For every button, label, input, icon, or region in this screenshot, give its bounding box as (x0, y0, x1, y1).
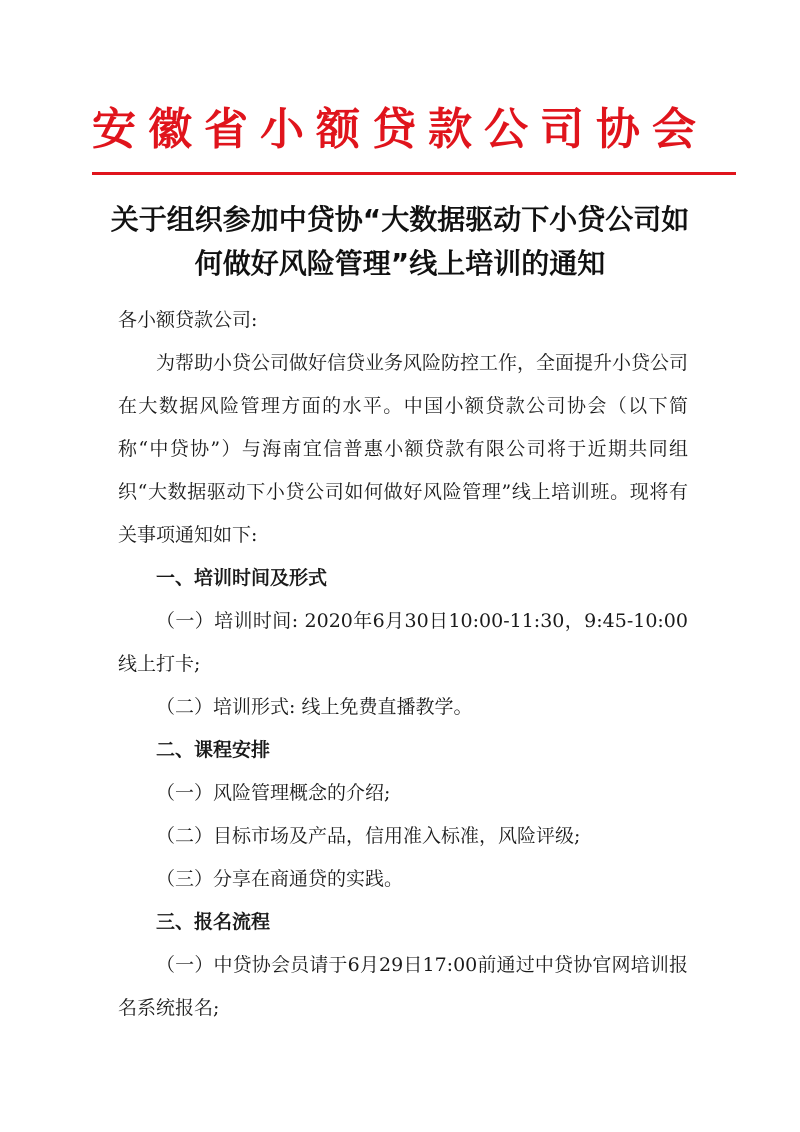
section-2-item-2: （二）目标市场及产品，信用准入标准，风险评级; (156, 825, 581, 847)
section-2-item-3: （三）分享在商通贷的实践。 (156, 868, 404, 890)
document-title-line-2: 何做好风险管理”线上培训的通知 (194, 247, 606, 280)
organization-letterhead: 安徽省小额贷款公司协会 (92, 104, 708, 155)
section-1-item-1: （一）培训时间: 2020年6月30日10:00-11:30，9:45-10:00线上打卡; (118, 610, 688, 675)
section-2-item-1: （一）风险管理概念的介绍; (156, 782, 391, 804)
document-body (118, 299, 688, 1030)
section-3-heading: 三、报名流程 (156, 911, 271, 933)
document-title-line-1: 关于组织参加中贷协“大数据驱动下小贷公司如 (110, 203, 690, 236)
section-1-item-2: （二）培训形式: 线上免费直播教学。 (156, 696, 473, 718)
salutation: 各小额贷款公司: (118, 309, 258, 331)
section-1-heading: 一、培训时间及形式 (156, 567, 328, 589)
letterhead-red-rule (92, 172, 736, 175)
section-2-heading: 二、课程安排 (156, 739, 271, 761)
intro-paragraph: 为帮助小贷公司做好信贷业务风险防控工作，全面提升小贷公司在大数据风险管理方面的水平。中国小额贷款公司协会（以下简称“中贷协”）与海南宜信普惠小额贷款有限公司将于近期共同组织“大数据驱动下小贷公司如何做好风险管理”线上培训班。现将有关事项通知如下: (118, 352, 689, 546)
document-title (100, 198, 700, 286)
section-3-item-1: （一）中贷协会员请于6月29日17:00前通过中贷协官网培训报名系统报名; (118, 954, 688, 1019)
